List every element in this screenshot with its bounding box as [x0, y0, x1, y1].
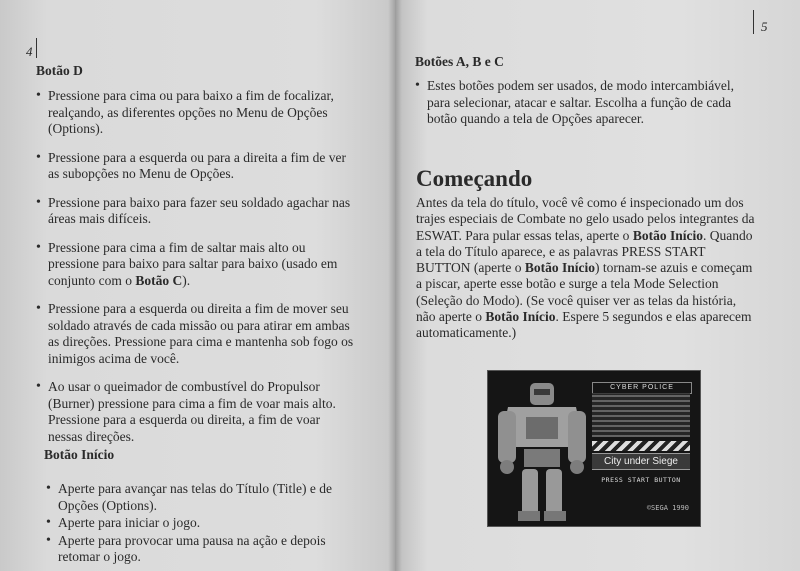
list-item: • Aperte para provocar uma pausa na ação e depois retomar o jogo. — [46, 533, 356, 566]
text-run: . Espere 5 segundos e elas aparecem automaticamente.) — [416, 309, 752, 341]
left-page-number: 4 — [26, 44, 33, 59]
heading-botoes-abc: Botões A, B e C — [415, 54, 504, 69]
heading-comecando: Começando — [416, 166, 533, 191]
list-item: • Pressione para a esquerda ou para a direita a fim de ver as subopções no Menu de Opções. — [36, 150, 356, 183]
list-item: • Pressione para cima ou para baixo a fim de focalizar, realçando, as diferentes opções no Menu de Opções (Options). — [36, 88, 356, 138]
list-item-text: Pressione para cima a fim de saltar mais alto ou pressione para baixo para saltar para baixo (usado em conjunto com o — [48, 239, 338, 288]
botao-d-list — [36, 88, 356, 457]
comecando-paragraph — [416, 195, 756, 342]
game-subtitle: City under Siege — [592, 453, 690, 470]
list-item: • Estes botões podem ser usados, de modo intercambiável, para selecionar, atacar e saltar. Escolha a função de cada botão quando a tela de Opções aparecer. — [415, 78, 750, 128]
cyber-police-label: CYBER POLICE — [592, 382, 692, 394]
list-item: • Aperte para avançar nas telas do Título (Title) e de Opções (Options). — [46, 481, 356, 514]
hazard-stripes — [592, 441, 690, 451]
bold-term: Botão Início — [485, 309, 556, 325]
list-item-text-end: ). — [182, 272, 191, 288]
bold-term: Botão C — [135, 272, 183, 288]
left-page — [0, 0, 395, 571]
bold-term: Botão Início — [632, 227, 703, 243]
list-item: • Ao usar o queimador de combustível do Propulsor (Burner) pressione para cima a fim de voar mais alto. Pressione para a esquerda ou direita, a fim de voar nessas direções. — [36, 379, 356, 445]
copyright-text: ©SEGA 1990 — [646, 504, 689, 512]
right-page-number: 5 — [761, 19, 768, 34]
eswat-logo-block — [592, 393, 690, 437]
list-item: • Pressione para a esquerda ou direita a fim de mover seu soldado através de cada missão ou para atirar em ambas as direções. Pressione para cima e mantenha sob fogo os inimigos acima de você. — [36, 301, 356, 367]
text-run: . Quando a tela do Título aparece, e as palavras PRESS START BUTTON (aperte o — [416, 227, 753, 276]
text-run: ) tornam-se azuis e começam a piscar, aperte esse botão e surge a tela Mode Selection (Seleção do Modo). (Se você quiser ver as telas da história, não aperte o — [416, 260, 753, 325]
list-item — [36, 240, 356, 290]
bold-term: Botão Início — [524, 260, 595, 276]
botoes-abc-list — [415, 78, 750, 140]
press-start-text: PRESS START BUTTON — [601, 476, 681, 484]
armored-soldier-image — [496, 377, 588, 523]
right-page-rule — [753, 10, 754, 34]
list-item: • Aperte para iniciar o jogo. — [46, 515, 356, 532]
heading-botao-inicio: Botão Início — [44, 447, 115, 462]
book-gutter — [388, 0, 402, 571]
game-screenshot — [487, 370, 701, 527]
heading-botao-d: Botão D — [36, 63, 83, 78]
list-item: • Pressione para baixo para fazer seu soldado agachar nas áreas mais difíceis. — [36, 195, 356, 228]
text-run: Antes da tela do título, você vê como é inspecionado um dos trajes especiais de Combate no gelo usado pelos integrantes da ESWAT. Para pular essas telas, aperte o — [416, 195, 755, 243]
botao-inicio-list — [46, 481, 356, 567]
left-page-rule — [36, 38, 37, 58]
